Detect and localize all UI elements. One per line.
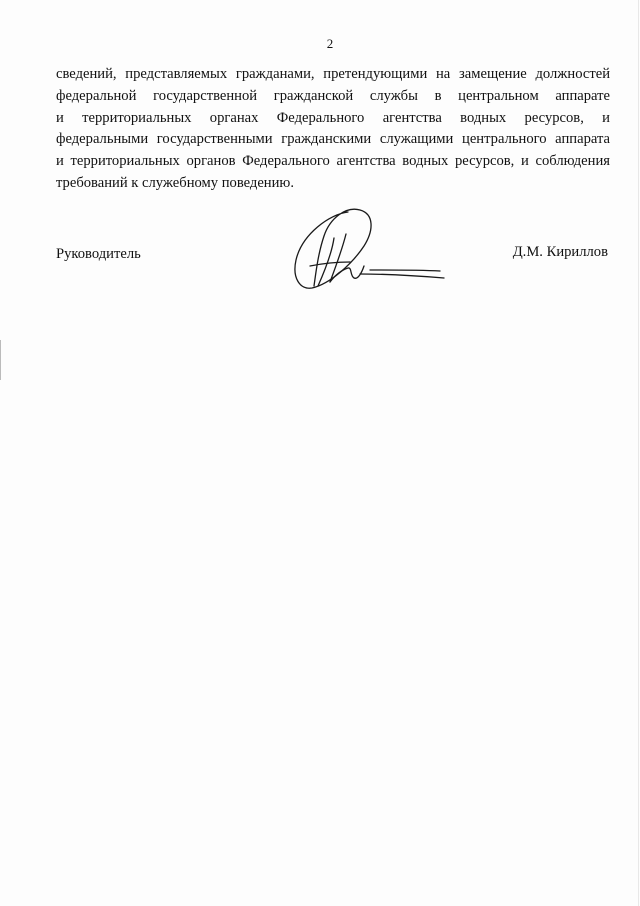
scan-edge-mark — [638, 0, 639, 906]
paragraph-line: и территориальных органах Федерального агентства водных ресурсов, и — [56, 109, 610, 126]
paragraph-line: и территориальных органов Федерального агентства водных ресурсов, и соблюдения — [56, 153, 610, 170]
signatory-name: Д.М. Кириллов — [512, 244, 608, 260]
paragraph-line: федеральными государственными гражданскими служащими центрального аппарата — [56, 131, 610, 148]
scan-edge-mark — [0, 340, 1, 380]
signature-block — [56, 240, 610, 300]
paragraph-line: требований к служебному поведению. — [56, 174, 294, 191]
body-paragraph — [56, 64, 610, 195]
paragraph-line: федеральной государственной гражданской службы в центральном аппарате — [56, 87, 610, 104]
paragraph-line: сведений, представляемых гражданами, претендующими на замещение должностей — [56, 66, 610, 82]
signatory-title: Руководитель — [56, 246, 141, 262]
page-number: 2 — [326, 36, 334, 51]
handwritten-signature — [290, 204, 450, 304]
